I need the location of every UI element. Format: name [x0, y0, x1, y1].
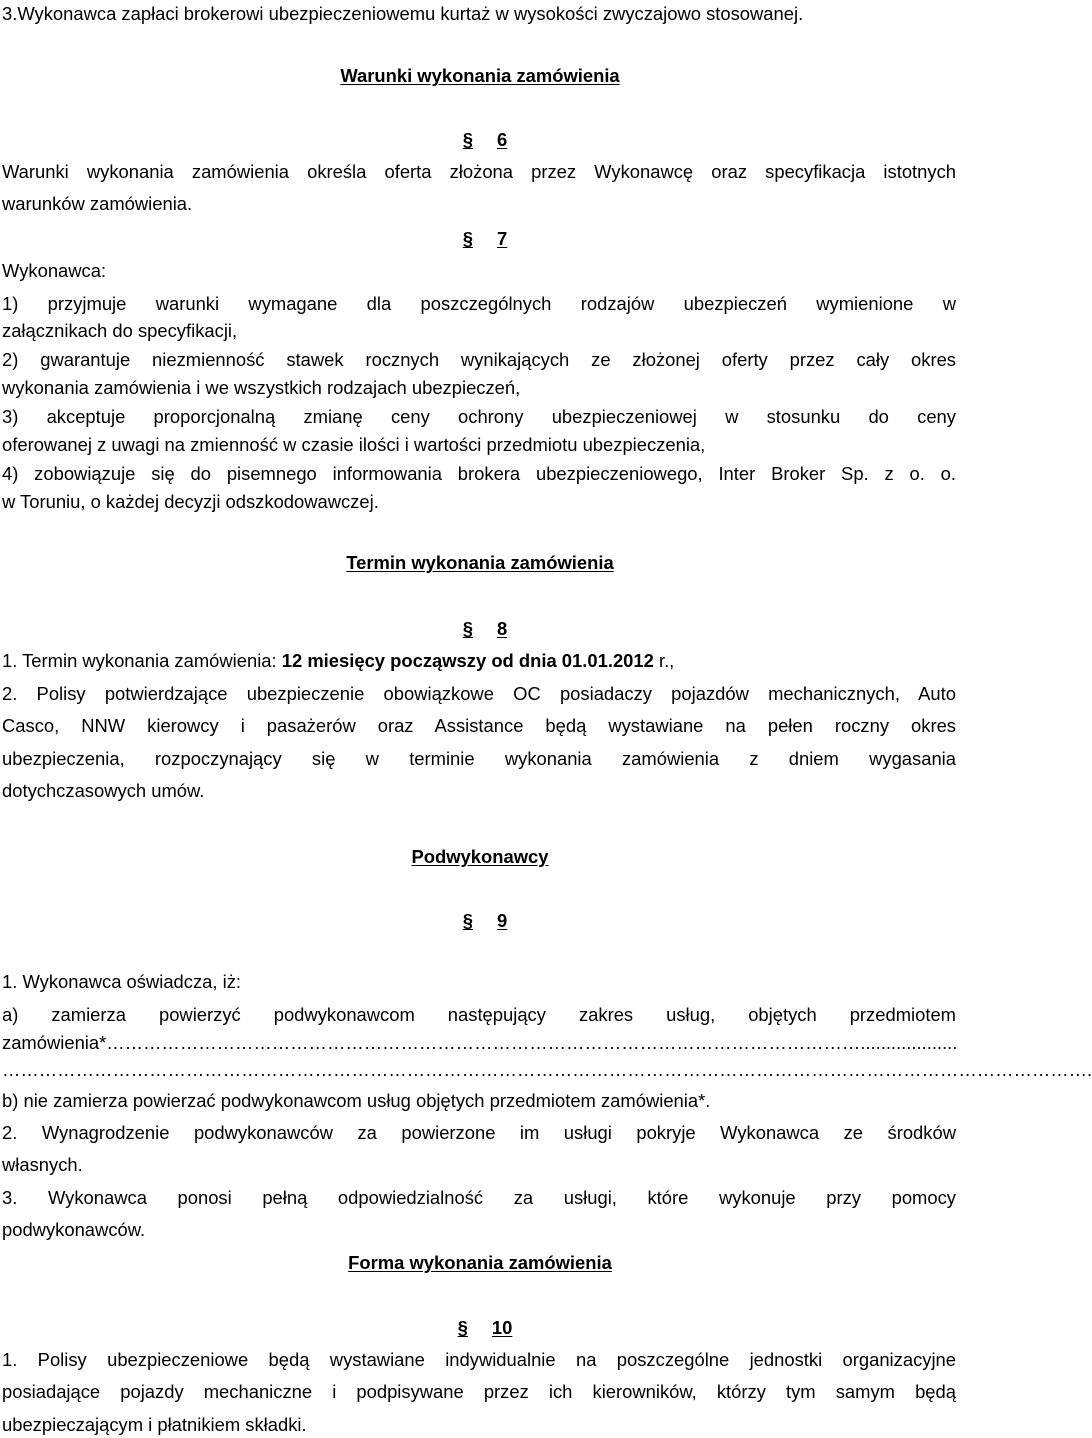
- heading-termin: Termin wykonania zamówienia: [346, 552, 614, 573]
- term-suffix: r.,: [653, 650, 675, 671]
- section-number: 10: [491, 1317, 513, 1338]
- list-item: 2) gwarantuje niezmienność stawek rocznych wynikających ze złożonej oferty przez cały okres: [2, 349, 956, 370]
- term-label: 1. Termin wykonania zamówienia:: [2, 650, 282, 671]
- paragraph-line: 3. Wykonawca ponosi pełną odpowiedzialność za usługi, które wykonuje przy pomocy: [2, 1187, 956, 1208]
- list-item: 1) przyjmuje warunki wymagane dla poszczególnych rodzajów ubezpieczeń wymienione w: [2, 293, 956, 314]
- paragraph-line: ubezpieczenia, rozpoczynający się w terminie wykonania zamówienia z dniem wygasania: [2, 748, 956, 769]
- list-item: a) zamierza powierzyć podwykonawcom następujący zakres usług, objętych przedmiotem: [2, 1004, 956, 1025]
- list-item-cont: w Toruniu, o każdej decyzji odszkodowawczej.: [2, 491, 379, 512]
- fill-in-line: …………………………………………………………………………………………………………………………………………………………….: [2, 1059, 1092, 1080]
- paragraph-line: Warunki wykonania zamówienia określa oferta złożona przez Wykonawcę oraz specyfikacja istotnych: [2, 161, 956, 182]
- heading-warunki: Warunki wykonania zamówienia: [340, 65, 620, 86]
- paragraph-line: warunków zamówienia.: [2, 193, 193, 214]
- list-item-cont: załącznikach do specyfikacji,: [2, 320, 238, 341]
- list-item: 4) zobowiązuje się do pisemnego informowania brokera ubezpieczeniowego, Inter Broker Sp. z o. o.: [2, 463, 956, 484]
- clause-broker-commission: 3.Wykonawca zapłaci brokerowi ubezpieczeniowemu kurtaż w wysokości zwyczajowo stosowanej.: [2, 3, 804, 24]
- list-item-cont: wykonania zamówienia i we wszystkich rodzajach ubezpieczeń,: [2, 377, 521, 398]
- section-symbol: §: [462, 910, 473, 931]
- section-6-marker: [0, 128, 960, 152]
- section-number: 8: [497, 618, 508, 639]
- term-value: 12 miesięcy począwszy od dnia 01.01.2012: [281, 650, 654, 671]
- section-8-marker: [0, 617, 960, 641]
- list-item: b) nie zamierza powierzać podwykonawcom usług objętych przedmiotem zamówienia*.: [2, 1090, 711, 1111]
- section-symbol: §: [462, 228, 473, 249]
- section-10-marker: [0, 1316, 960, 1340]
- paragraph-line: dotychczasowych umów.: [2, 780, 205, 801]
- paragraph-line: podwykonawców.: [2, 1219, 146, 1240]
- paragraph-line: własnych.: [2, 1154, 83, 1175]
- section-number: 7: [497, 228, 508, 249]
- heading-forma: Forma wykonania zamówienia: [348, 1252, 612, 1273]
- section-number: 6: [497, 129, 508, 150]
- section-symbol: §: [462, 129, 473, 150]
- paragraph-line: 1. Polisy ubezpieczeniowe będą wystawiane indywidualnie na poszczególne jednostki organizacyjne: [2, 1349, 956, 1370]
- paragraph-line: posiadające pojazdy mechaniczne i podpisywane przez ich kierowników, którzy tym samym będą: [2, 1381, 956, 1402]
- section-symbol: §: [462, 618, 473, 639]
- section-7-marker: [0, 227, 960, 251]
- term-line: [2, 649, 956, 673]
- paragraph-line: 2. Polisy potwierdzające ubezpieczenie obowiązkowe OC posiadaczy pojazdów mechanicznych, Auto: [2, 683, 956, 704]
- paragraph-line: 2. Wynagrodzenie podwykonawców za powierzone im usługi pokryje Wykonawca ze środków: [2, 1122, 956, 1143]
- section-number: 9: [497, 910, 508, 931]
- heading-podwykonawcy: Podwykonawcy: [411, 846, 549, 867]
- list-item-cont: oferowanej z uwagi na zmienność w czasie ilości i wartości przedmiotu ubezpieczenia,: [2, 434, 706, 455]
- paragraph-line: Wykonawca:: [2, 260, 107, 281]
- paragraph-line: 1. Wykonawca oświadcza, iż:: [2, 971, 242, 992]
- list-item: 3) akceptuje proporcjonalną zmianę ceny ochrony ubezpieczeniowej w stosunku do ceny: [2, 406, 956, 427]
- paragraph-line: Casco, NNW kierowcy i pasażerów oraz Assistance będą wystawiane na pełen roczny okres: [2, 715, 956, 736]
- section-9-marker: [0, 909, 960, 933]
- paragraph-line: ubezpieczającym i płatnikiem składki.: [2, 1414, 307, 1435]
- section-symbol: §: [457, 1317, 468, 1338]
- fill-in-line: zamówienia*……………………………………………………………………………………………………………...................: [2, 1032, 958, 1053]
